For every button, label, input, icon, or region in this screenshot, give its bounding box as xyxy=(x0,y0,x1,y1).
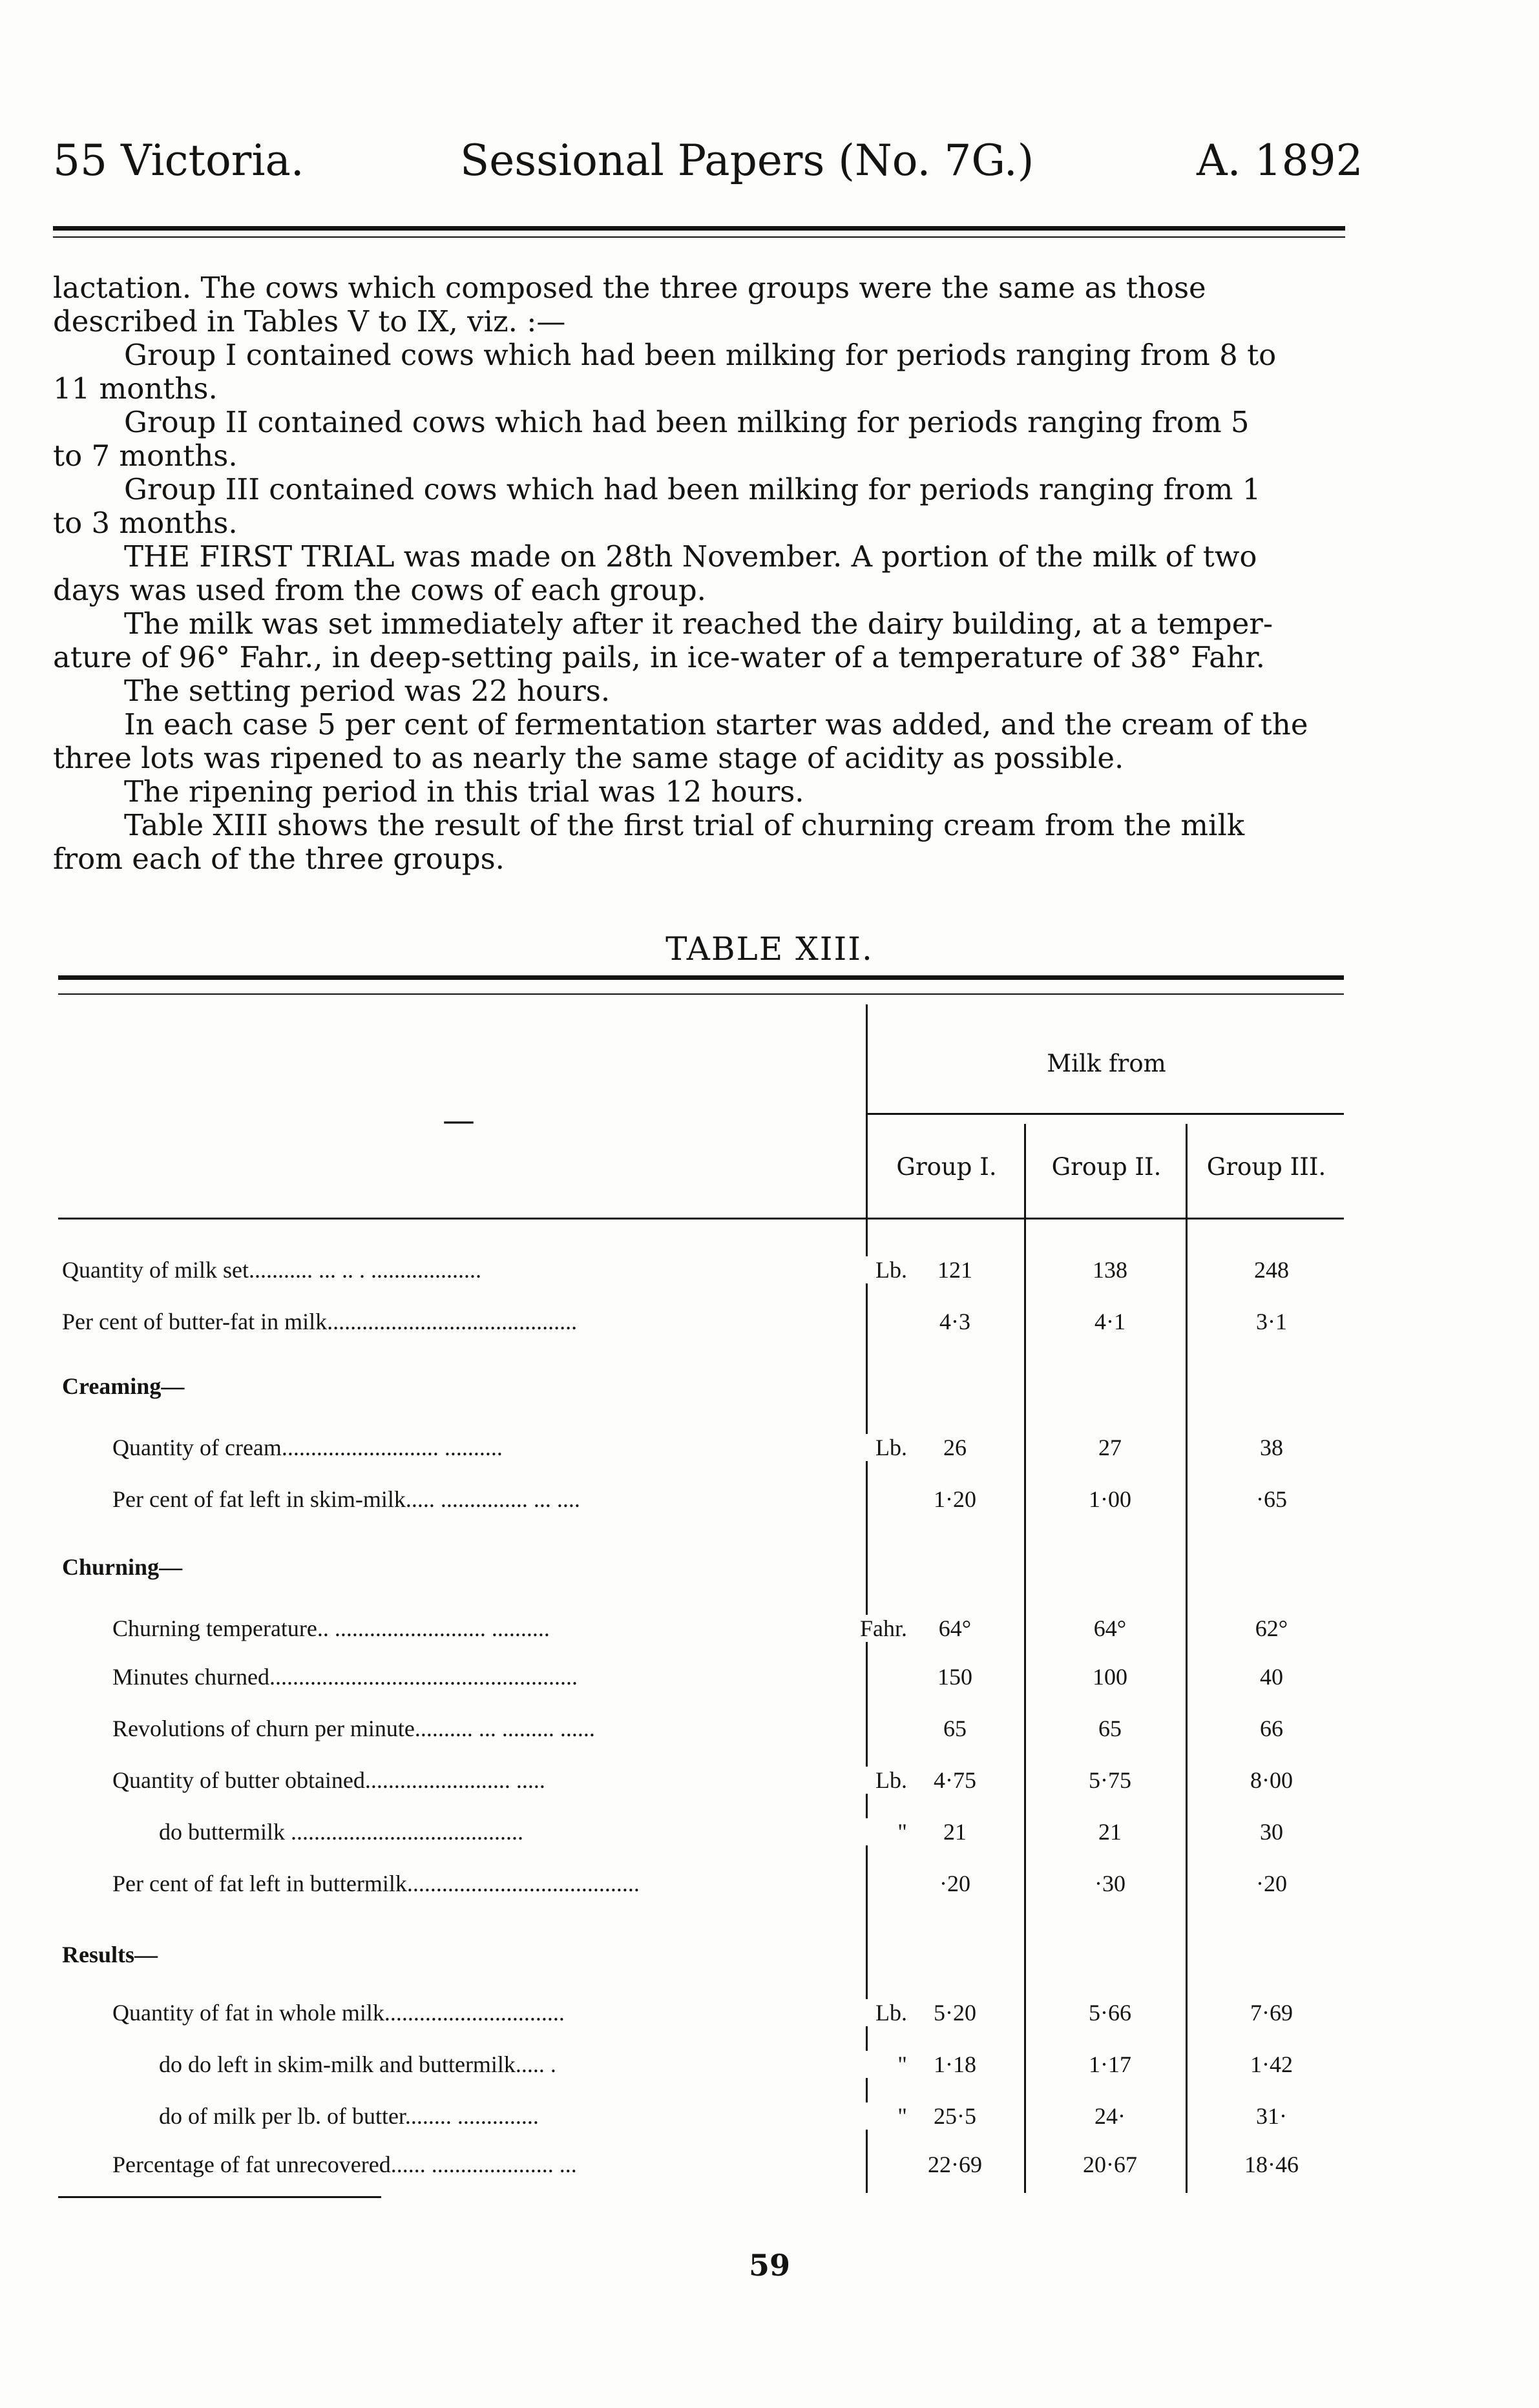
table-row xyxy=(62,1818,1354,1852)
cell-group3: 1·42 xyxy=(1250,2051,1293,2077)
cell-group3: 31· xyxy=(1256,2103,1287,2129)
row-label: Per cent of fat left in skim-milk..... ............... ... .... xyxy=(112,1486,580,1512)
row-unit: Lb. xyxy=(805,1434,907,1461)
cell-group2: ·30 xyxy=(1094,1871,1125,1896)
row-unit: " xyxy=(805,1818,907,1845)
cell-group1: 21 xyxy=(943,1819,967,1845)
table-row xyxy=(62,1870,1354,1904)
table-row xyxy=(62,2102,1354,2136)
text-line: In each case 5 per cent of fermentation starter was added, and the cream of the xyxy=(124,707,1308,742)
row-label: do do left in skim-milk and buttermilk..... . xyxy=(159,2051,556,2077)
table-row xyxy=(62,1486,1354,1519)
header-session: 55 Victoria. xyxy=(53,136,304,185)
table-row xyxy=(62,1615,1354,1648)
header-title: Sessional Papers (No. 7G.) xyxy=(460,136,1034,185)
table-row xyxy=(62,1999,1354,2033)
text-line: to 3 months. xyxy=(53,506,238,540)
row-unit: Lb. xyxy=(805,1999,907,2026)
section-results: Results— xyxy=(62,1942,158,1967)
cell-group2: 21 xyxy=(1098,1819,1122,1845)
col-group3: Group III. xyxy=(1206,1153,1326,1181)
cell-group3: 7·69 xyxy=(1250,2000,1293,2026)
text-line: from each of the three groups. xyxy=(53,842,505,876)
stub-dash: — xyxy=(443,1101,475,1139)
table-row xyxy=(62,1663,1354,1697)
text-line: Group III contained cows which had been milking for periods ranging from 1 xyxy=(124,472,1261,506)
cell-group2: 5·75 xyxy=(1089,1767,1131,1793)
cell-group1: 4·3 xyxy=(939,1309,970,1334)
row-unit: Fahr. xyxy=(805,1615,907,1642)
cell-group3: 38 xyxy=(1260,1435,1283,1460)
cell-group1: 4·75 xyxy=(934,1767,976,1793)
cell-group2: 65 xyxy=(1098,1716,1122,1741)
table-row xyxy=(62,2151,1354,2185)
table-top-rule xyxy=(58,975,1344,980)
row-label: Quantity of milk set........... ... .. . ................... xyxy=(62,1257,481,1283)
text-line: The milk was set immediately after it reached the dairy building, at a temper- xyxy=(124,607,1273,641)
cell-group2: 20·67 xyxy=(1083,2152,1137,2177)
cell-group2: 138 xyxy=(1093,1257,1127,1283)
row-unit: Lb. xyxy=(805,1767,907,1794)
row-label: Quantity of fat in whole milk............................... xyxy=(112,2000,565,2026)
row-unit: Lb. xyxy=(805,1256,907,1283)
section-churning: Churning— xyxy=(62,1554,183,1580)
cell-group1: 1·18 xyxy=(934,2051,976,2077)
body-text xyxy=(53,271,1345,876)
cell-group1: 64° xyxy=(938,1615,972,1641)
text-line: Table XIII shows the result of the first trial of churning cream from the milk xyxy=(124,808,1245,842)
table-milkfrom-rule xyxy=(867,1113,1344,1115)
table-row xyxy=(62,1434,1354,1468)
header-rule-thick xyxy=(53,226,1345,231)
text-line: Group I contained cows which had been milking for periods ranging from 8 to xyxy=(124,338,1277,372)
table-title: TABLE XIII. xyxy=(665,930,874,968)
text-line: ature of 96° Fahr., in deep-setting pails, in ice-water of a temperature of 38° Fahr. xyxy=(53,640,1265,674)
text-line: lactation. The cows which composed the three groups were the same as those xyxy=(53,271,1206,305)
row-label: Quantity of cream........................... .......... xyxy=(112,1435,503,1460)
cell-group2: 64° xyxy=(1093,1615,1127,1641)
cell-group3: 62° xyxy=(1255,1615,1288,1641)
table-row xyxy=(62,1308,1354,1342)
cell-group1: 5·20 xyxy=(934,2000,976,2026)
row-label: do buttermilk ........................................ xyxy=(159,1819,523,1845)
table-row xyxy=(62,2051,1354,2084)
header-year: A. 1892 xyxy=(1197,136,1363,185)
row-label: Minutes churned..................................................... xyxy=(112,1664,578,1690)
col-group2: Group II. xyxy=(1051,1153,1162,1181)
header-rule-thin xyxy=(53,236,1345,238)
cell-group1: 1·20 xyxy=(934,1486,976,1512)
cell-group2: 4·1 xyxy=(1094,1309,1125,1334)
cell-group2: 5·66 xyxy=(1089,2000,1131,2026)
text-line: THE FIRST TRIAL was made on 28th November. A portion of the milk of two xyxy=(124,539,1257,574)
cell-group2: 100 xyxy=(1093,1664,1127,1690)
cell-group3: 3·1 xyxy=(1256,1309,1287,1334)
cell-group3: 18·46 xyxy=(1244,2152,1299,2177)
cell-group1: 22·69 xyxy=(928,2152,982,2177)
cell-group3: ·20 xyxy=(1256,1871,1287,1896)
cell-group1: 65 xyxy=(943,1716,967,1741)
cell-group3: 40 xyxy=(1260,1664,1283,1690)
table-row xyxy=(62,1767,1354,1800)
table-head-rule xyxy=(58,1218,1344,1220)
text-line: to 7 months. xyxy=(53,439,238,473)
text-line: The setting period was 22 hours. xyxy=(124,674,611,708)
text-line: three lots was ripened to as nearly the same stage of acidity as possible. xyxy=(53,741,1124,775)
cell-group2: 27 xyxy=(1098,1435,1122,1460)
page-number: 59 xyxy=(748,2248,790,2283)
text-line: The ripening period in this trial was 12 hours. xyxy=(124,774,804,809)
table-row xyxy=(62,1715,1354,1749)
cell-group2: 1·00 xyxy=(1089,1486,1131,1512)
row-label: Churning temperature.. .......................... .......... xyxy=(112,1615,550,1641)
row-unit: " xyxy=(805,2051,907,2078)
row-label: Percentage of fat unrecovered...... ..................... ... xyxy=(112,2152,577,2177)
cell-group3: ·65 xyxy=(1256,1486,1287,1512)
cell-group3: 30 xyxy=(1260,1819,1283,1845)
cell-group1: 25·5 xyxy=(934,2103,976,2129)
table-bottom-rule xyxy=(58,2196,381,2198)
text-line: 11 months. xyxy=(53,371,218,406)
text-line: described in Tables V to IX, viz. :— xyxy=(53,304,566,338)
cell-group3: 66 xyxy=(1260,1716,1283,1741)
text-line: Group II contained cows which had been milking for periods ranging from 5 xyxy=(124,405,1250,439)
col-group1: Group I. xyxy=(896,1153,997,1181)
row-label: Revolutions of churn per minute.......... ... ......... ...... xyxy=(112,1716,595,1741)
cell-group2: 1·17 xyxy=(1089,2051,1131,2077)
row-label: Per cent of butter-fat in milk........................................... xyxy=(62,1309,578,1334)
row-label: do of milk per lb. of butter........ .............. xyxy=(159,2103,539,2129)
table-row xyxy=(62,1256,1354,1290)
cell-group3: 8·00 xyxy=(1250,1767,1293,1793)
cell-group3: 248 xyxy=(1254,1257,1289,1283)
text-line: days was used from the cows of each group. xyxy=(53,573,706,607)
section-creaming: Creaming— xyxy=(62,1373,185,1399)
cell-group1: 26 xyxy=(943,1435,967,1460)
table-top-rule-thin xyxy=(58,993,1344,995)
row-label: Per cent of fat left in buttermilk........................................ xyxy=(112,1871,640,1896)
cell-group1: 150 xyxy=(937,1664,972,1690)
row-label: Quantity of butter obtained......................... ..... xyxy=(112,1767,545,1793)
cell-group1: 121 xyxy=(937,1257,972,1283)
milk-from-heading: Milk from xyxy=(1047,1050,1166,1077)
row-unit: " xyxy=(805,2102,907,2130)
cell-group1: ·20 xyxy=(939,1871,970,1896)
cell-group2: 24· xyxy=(1094,2103,1125,2129)
